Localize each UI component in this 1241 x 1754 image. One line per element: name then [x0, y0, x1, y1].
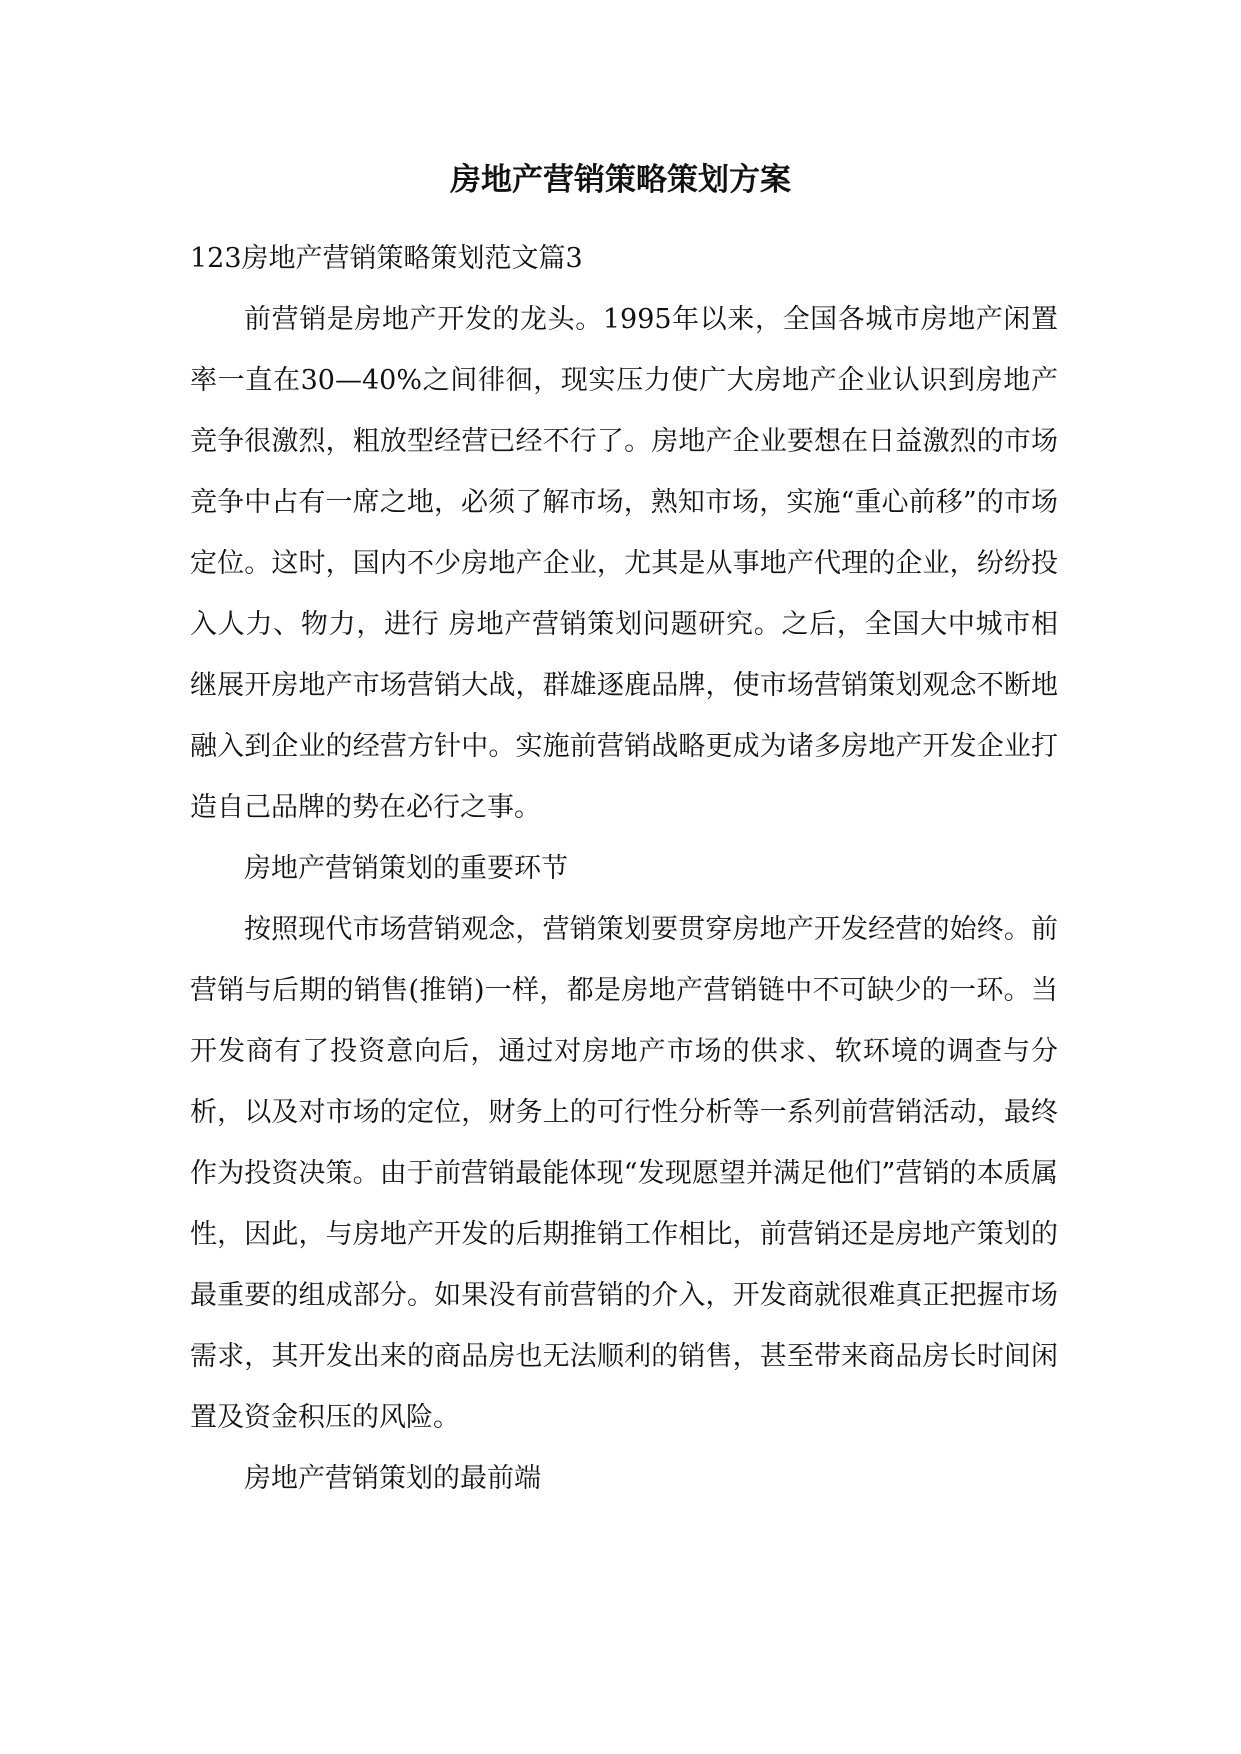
document-title: 房地产营销策略策划方案 — [450, 162, 791, 198]
paragraph-intro: 前营销是房地产开发的龙头。1995年以来，全国各城市房地产闲置率一直在30—40%之间徘徊，现实压力使广大房地产企业认识到房地产竞争很激烈，粗放型经营已经不行了。房地产企业要想在日益激烈的市场竞争中占有一席之地，必须了解市场，熟知市场，实施“重心前移”的市场定位。这时，国内不少房地产企业，尤其是从事地产代理的企业，纷纷投入人力、物力，进行 房地产营销策划问题研究。之后，全国大中城市相继展开房地产市场营销大战，群雄逐鹿品牌，使市场营销策划观念不断地融入到企业的经营方针中。实施前营销战略更成为诸多房地产开发企业打造自己品牌的势在必行之事。 — [190, 304, 1058, 823]
document-body — [190, 228, 1058, 1509]
document-subtitle: 123房地产营销策略策划范文篇3 — [190, 243, 583, 274]
paragraph-marketing-concept: 按照现代市场营销观念，营销策划要贯穿房地产开发经营的始终。前营销与后期的销售(推销)一样，都是房地产营销链中不可缺少的一环。当开发商有了投资意向后，通过对房地产市场的供求、软环境的调查与分析，以及对市场的定位，财务上的可行性分析等一系列前营销活动，最终作为投资决策。由于前营销最能体现“发现愿望并满足他们”营销的本质属性，因此，与房地产开发的后期推销工作相比，前营销还是房地产策划的最重要的组成部分。如果没有前营销的介入，开发商就很难真正把握市场需求，其开发出来的商品房也无法顺利的销售，甚至带来商品房长时间闲置及资金积压的风险。 — [190, 914, 1058, 1433]
section-heading-important-link: 房地产营销策划的重要环节 — [244, 853, 568, 884]
section-heading-front-end: 房地产营销策划的最前端 — [244, 1463, 541, 1494]
